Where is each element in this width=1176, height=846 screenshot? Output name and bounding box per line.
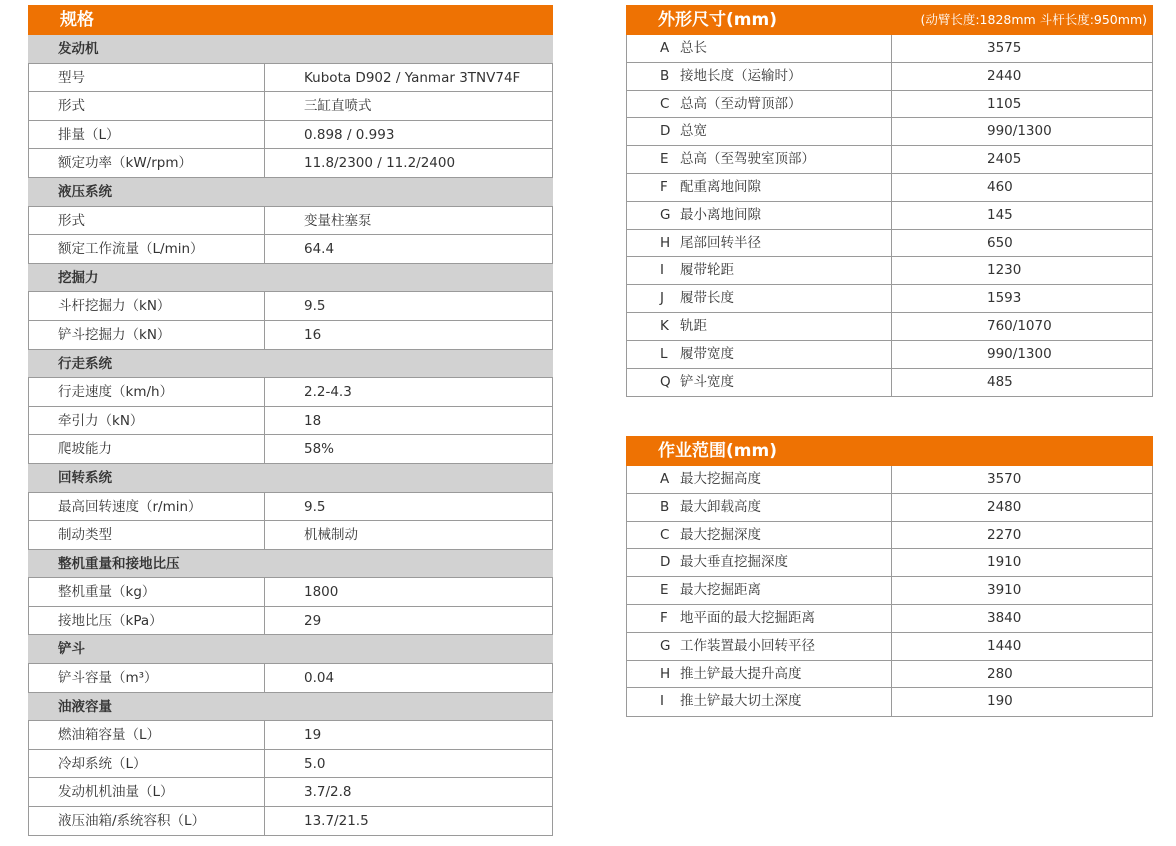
row-label-cell — [627, 174, 891, 201]
row-value: 19 — [304, 727, 322, 744]
row-label: 发动机机油量（L） — [29, 778, 265, 806]
table-row — [627, 369, 1152, 397]
row-label: 履带宽度 — [680, 345, 734, 362]
row-label: 总宽 — [680, 123, 707, 140]
row-value: 9.5 — [304, 298, 326, 315]
table-row — [627, 91, 1152, 119]
row-code: G — [660, 206, 671, 223]
row-label-cell — [627, 35, 891, 62]
row-value: 13.7/21.5 — [304, 813, 369, 830]
row-label-cell — [627, 146, 891, 173]
row-value: 2270 — [891, 522, 1152, 549]
row-value: 0.898 / 0.993 — [304, 126, 395, 143]
section-heading: 发动机 — [28, 35, 553, 64]
row-value: 460 — [891, 174, 1152, 201]
row-label: 推土铲最大切土深度 — [680, 693, 802, 710]
table-row — [28, 378, 553, 407]
table-row — [28, 750, 553, 779]
table-row — [627, 257, 1152, 285]
table-row — [627, 230, 1152, 258]
row-label-cell — [627, 63, 891, 90]
row-value: 16 — [304, 326, 322, 343]
row-label: 接地长度（运输时） — [680, 67, 802, 84]
working-range-title: 作业范围(mm) — [626, 436, 1153, 466]
section-heading: 铲斗 — [28, 635, 553, 664]
row-label: 总长 — [680, 40, 707, 56]
table-row — [28, 292, 553, 321]
row-code: L — [660, 345, 668, 362]
row-value: 1800 — [304, 584, 339, 601]
row-label-cell — [627, 522, 891, 549]
row-label: 履带长度 — [680, 290, 734, 307]
row-code: H — [660, 234, 671, 251]
row-label: 工作装置最小回转平径 — [680, 637, 815, 654]
row-label: 额定功率（kW/rpm） — [29, 149, 265, 177]
row-label-cell — [627, 549, 891, 576]
row-label-cell — [627, 466, 891, 493]
row-value: 29 — [304, 612, 322, 629]
row-label: 形式 — [29, 92, 265, 120]
row-value: 1230 — [891, 257, 1152, 284]
table-row — [627, 313, 1152, 341]
row-value: 3840 — [891, 605, 1152, 632]
row-label: 形式 — [29, 207, 265, 235]
row-label-cell — [627, 118, 891, 145]
section-heading: 回转系统 — [28, 464, 553, 493]
row-code: C — [660, 526, 670, 543]
table-row — [627, 494, 1152, 522]
row-label: 排量（L） — [29, 121, 265, 149]
row-value: 0.04 — [304, 670, 335, 687]
row-value: 3910 — [891, 577, 1152, 604]
table-row — [28, 521, 553, 550]
row-label: 总高（至动臂顶部） — [680, 95, 802, 112]
table-row — [627, 285, 1152, 313]
row-value: 760/1070 — [891, 313, 1152, 340]
row-value: 9.5 — [304, 498, 326, 515]
row-label: 冷却系统（L） — [29, 750, 265, 778]
row-label-cell — [627, 91, 891, 118]
row-label: 铲斗容量（m³） — [29, 664, 265, 692]
dimensions-title: 外形尺寸(mm) — [658, 10, 777, 30]
row-label-cell — [627, 633, 891, 660]
row-value: 990/1300 — [891, 118, 1152, 145]
row-value: 1593 — [891, 285, 1152, 312]
table-row — [28, 664, 553, 693]
row-label-cell — [627, 577, 891, 604]
row-value: 三缸直喷式 — [304, 98, 372, 115]
row-label: 地平面的最大挖掘距离 — [680, 609, 815, 626]
row-value: 18 — [304, 412, 322, 429]
working-range-table — [626, 436, 1153, 717]
row-label-cell — [627, 494, 891, 521]
row-label: 履带轮距 — [680, 262, 734, 279]
row-label: 制动类型 — [29, 521, 265, 549]
row-label: 总高（至驾驶室顶部） — [680, 151, 815, 168]
working-range-body — [626, 466, 1153, 717]
row-value: 机械制动 — [304, 527, 358, 544]
spec-body — [28, 35, 553, 836]
row-label: 铲斗挖掘力（kN） — [29, 321, 265, 349]
row-label: 最大挖掘深度 — [680, 526, 761, 543]
dimensions-table — [626, 5, 1153, 397]
row-label-cell — [627, 230, 891, 257]
row-label: 最小离地间隙 — [680, 206, 761, 223]
row-label-cell — [627, 605, 891, 632]
row-value: 5.0 — [304, 755, 326, 772]
row-label: 配重离地间隙 — [680, 178, 761, 195]
row-code: K — [660, 317, 669, 334]
row-label: 型号 — [29, 64, 265, 92]
row-label: 最大垂直挖掘深度 — [680, 554, 788, 571]
table-row — [28, 435, 553, 464]
row-label: 液压油箱/系统容积（L） — [29, 807, 265, 835]
row-value: 11.8/2300 / 11.2/2400 — [304, 155, 456, 172]
row-value: Kubota D902 / Yanmar 3TNV74F — [304, 69, 521, 86]
row-label-cell — [627, 369, 891, 397]
dimensions-note: (动臂长度:1828mm 斗杆长度:950mm) — [920, 12, 1147, 27]
section-heading: 行走系统 — [28, 350, 553, 379]
row-code: F — [660, 178, 668, 195]
row-code: I — [660, 693, 664, 710]
spec-title: 规格 — [28, 5, 553, 35]
row-label-cell — [627, 688, 891, 716]
row-value: 990/1300 — [891, 341, 1152, 368]
row-value: 2440 — [891, 63, 1152, 90]
row-value: 2405 — [891, 146, 1152, 173]
row-label: 推土铲最大提升高度 — [680, 665, 802, 682]
row-label-cell — [627, 285, 891, 312]
row-code: A — [660, 471, 670, 487]
section-heading: 油液容量 — [28, 693, 553, 722]
row-value: 3.7/2.8 — [304, 784, 352, 801]
row-label: 轨距 — [680, 317, 707, 334]
row-label: 斗杆挖掘力（kN） — [29, 292, 265, 320]
row-label: 铲斗宽度 — [680, 373, 734, 390]
row-label: 行走速度（km/h） — [29, 378, 265, 406]
table-row — [28, 407, 553, 436]
row-code: J — [660, 290, 664, 307]
table-row — [627, 605, 1152, 633]
row-label: 最高回转速度（r/min） — [29, 493, 265, 521]
row-value: 3575 — [891, 35, 1152, 62]
row-code: E — [660, 151, 669, 168]
section-heading: 挖掘力 — [28, 264, 553, 293]
table-row — [627, 174, 1152, 202]
table-row — [627, 522, 1152, 550]
table-row — [28, 207, 553, 236]
table-row — [627, 341, 1152, 369]
row-value: 650 — [891, 230, 1152, 257]
table-row — [627, 633, 1152, 661]
table-row — [28, 778, 553, 807]
row-value: 145 — [891, 202, 1152, 229]
table-row — [627, 577, 1152, 605]
section-heading: 液压系统 — [28, 178, 553, 207]
row-value: 485 — [891, 369, 1152, 397]
row-value: 190 — [891, 688, 1152, 716]
table-row — [28, 121, 553, 150]
table-row — [627, 688, 1152, 716]
row-label: 爬坡能力 — [29, 435, 265, 463]
dimensions-header — [626, 5, 1153, 35]
row-label: 尾部回转半径 — [680, 234, 761, 251]
row-label: 最大卸载高度 — [680, 498, 761, 515]
table-row — [627, 661, 1152, 689]
table-row — [627, 35, 1152, 63]
table-row — [28, 807, 553, 836]
table-row — [28, 493, 553, 522]
row-value: 64.4 — [304, 241, 335, 258]
row-code: E — [660, 582, 669, 599]
row-label: 牵引力（kN） — [29, 407, 265, 435]
row-value: 2480 — [891, 494, 1152, 521]
row-value: 2.2-4.3 — [304, 384, 352, 401]
table-row — [28, 92, 553, 121]
row-code: D — [660, 554, 671, 571]
row-code: G — [660, 637, 671, 654]
row-label: 燃油箱容量（L） — [29, 721, 265, 749]
row-value: 1910 — [891, 549, 1152, 576]
table-row — [28, 64, 553, 93]
row-code: C — [660, 95, 670, 112]
row-label: 额定工作流量（L/min） — [29, 235, 265, 263]
table-row — [627, 146, 1152, 174]
table-row — [627, 466, 1152, 494]
row-label-cell — [627, 313, 891, 340]
row-value: 1440 — [891, 633, 1152, 660]
row-value: 58% — [304, 441, 335, 458]
row-label-cell — [627, 257, 891, 284]
table-row — [28, 235, 553, 264]
row-code: B — [660, 498, 670, 515]
row-label: 最大挖掘高度 — [680, 471, 761, 487]
row-label: 最大挖掘距离 — [680, 582, 761, 599]
row-label-cell — [627, 661, 891, 688]
table-row — [627, 549, 1152, 577]
row-code: D — [660, 123, 671, 140]
section-heading: 整机重量和接地比压 — [28, 550, 553, 579]
row-label: 接地比压（kPa） — [29, 607, 265, 635]
row-value: 3570 — [891, 466, 1152, 493]
row-code: B — [660, 67, 670, 84]
row-code: I — [660, 262, 664, 279]
table-row — [627, 202, 1152, 230]
dimensions-body — [626, 35, 1153, 397]
row-code: H — [660, 665, 671, 682]
row-value: 变量柱塞泵 — [304, 212, 372, 229]
row-value: 1105 — [891, 91, 1152, 118]
table-row — [28, 321, 553, 350]
row-label-cell — [627, 202, 891, 229]
table-row — [627, 118, 1152, 146]
table-row — [28, 721, 553, 750]
table-row — [627, 63, 1152, 91]
row-code: Q — [660, 373, 671, 390]
spec-table — [28, 5, 553, 836]
table-row — [28, 149, 553, 178]
row-code: F — [660, 609, 668, 626]
row-label-cell — [627, 341, 891, 368]
table-row — [28, 578, 553, 607]
row-value: 280 — [891, 661, 1152, 688]
table-row — [28, 607, 553, 636]
row-label: 整机重量（kg） — [29, 578, 265, 606]
row-code: A — [660, 40, 670, 56]
